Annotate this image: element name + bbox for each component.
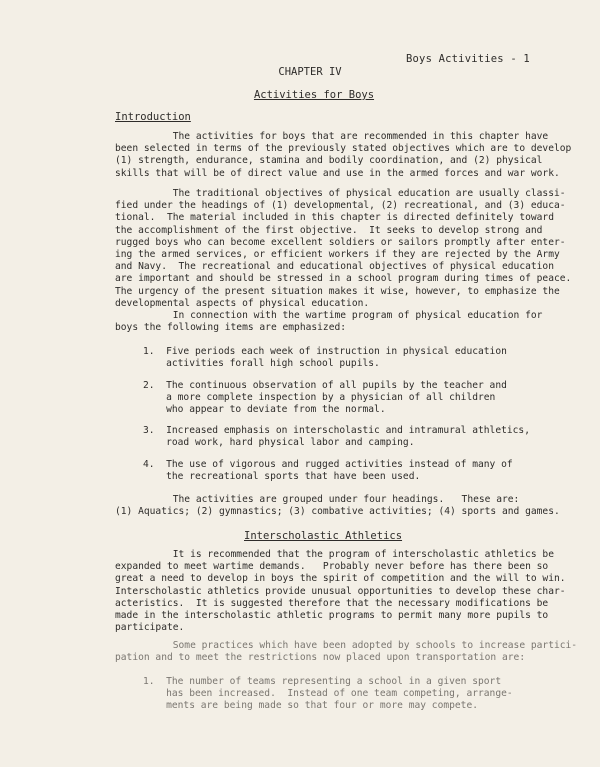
list-item: 4. The use of vigorous and rugged activities instead of many of the recreational sports that have been used. <box>143 459 513 483</box>
page-title <box>0 89 600 101</box>
intro-paragraph-4: The activities are grouped under four headings. These are: (1) Aquatics; (2) gymnastics; (3) combative activities; (4) sports and games. <box>115 494 560 518</box>
list-item: 2. The continuous observation of all pupils by the teacher and a more complete inspection by a physician of all children who appear to deviate from the normal. <box>143 380 507 416</box>
interscholastic-heading: Interscholastic Athletics <box>244 530 403 542</box>
interscholastic-paragraph-1: It is recommended that the program of interscholastic athletics be expanded to meet wartime demands. Probably never before has there been so great a need to develop in boys the spirit of competition and the will to win. Interscholastic athletics provide unusual opportunities to develop these char- acteristics. It is suggested therefore that the necessary modifications be made in the interscholastic athletic programs to permit many more pupils to participate. <box>115 549 566 634</box>
list-item: 1. Five periods each week of instruction in physical education activities forall high school pupils. <box>143 346 507 370</box>
introduction-heading: Introduction <box>115 111 191 123</box>
page-label: Boys Activities - 1 <box>406 53 530 65</box>
intro-paragraph-2: The traditional objectives of physical education are usually classi- fied under the headings of (1) developmental, (2) recreational, and (3) educa- tional. The material included in this chapter is directed definitely toward the accomplishment of the first objective. It seeks to develop strong and rugged boys who can become excellent soldiers or sailors promptly after enter- ing the armed services, or efficient workers if they are rejected by the Army and Navy. The recreational and educational objectives of physical education are important and should be stressed in a school program during times of peace. The urgency of the present situation makes it wise, however, to emphasize the developmental aspects of physical education. <box>115 188 572 309</box>
interscholastic-paragraph-2: Some practices which have been adopted by schools to increase partici- pation and to meet the restrictions now placed upon transportation are: <box>115 640 578 664</box>
list-item: 3. Increased emphasis on interscholastic and intramural athletics, road work, hard physical labor and camping. <box>143 425 530 449</box>
intro-paragraph-3: In connection with the wartime program of physical education for boys the following items are emphasized: <box>115 310 543 334</box>
chapter-heading: CHAPTER IV <box>278 66 342 78</box>
list-item: 1. The number of teams representing a school in a given sport has been increased. Instead of one team competing, arrange- ments are being made so that four or more may compete. <box>143 676 513 712</box>
intro-paragraph-1: The activities for boys that are recommended in this chapter have been selected in terms of the previously stated objectives which are to develop (1) strength, endurance, stamina and bodily coordination, and (2) physical skills that will be of direct value and use in the armed forces and war work. <box>115 131 572 179</box>
page-title-text: Activities for Boys <box>253 89 375 101</box>
